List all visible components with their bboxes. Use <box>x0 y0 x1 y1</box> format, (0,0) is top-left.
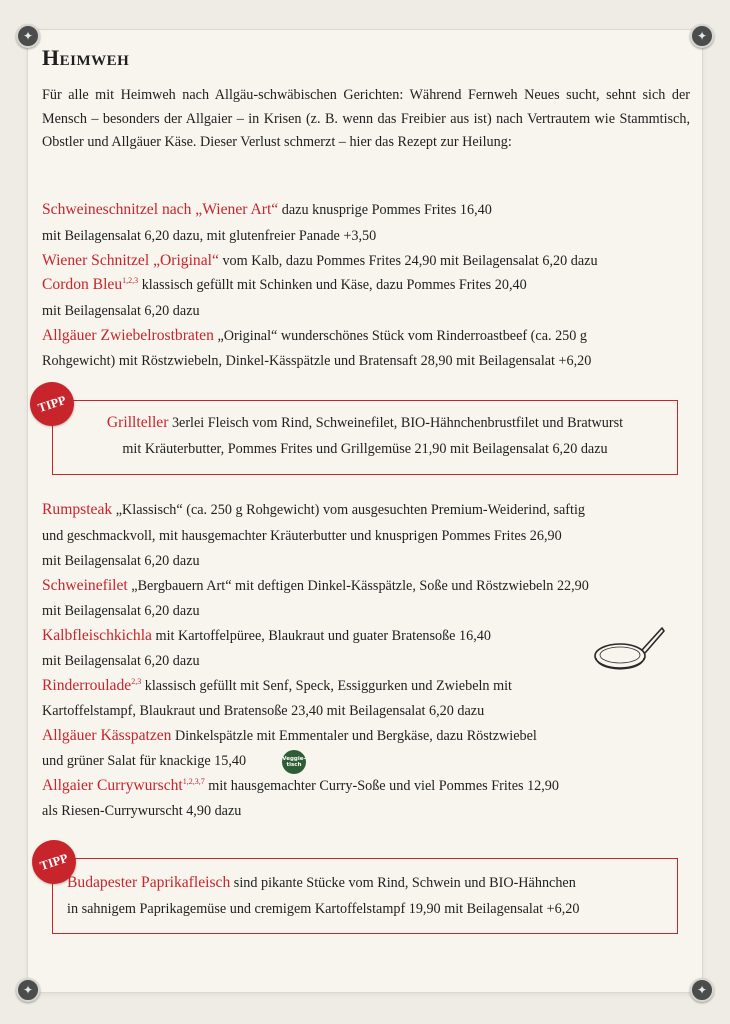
menu-item-detail: und grüner Salat für knackige 15,40 <box>42 753 247 769</box>
pin-icon: ✦ <box>690 978 714 1002</box>
tip-badge: TIPP <box>26 834 81 889</box>
dish-name: Cordon Bleu$^{1,2,3}$ <box>42 276 139 293</box>
menu-item-detail: mit Beilagensalat 6,20 dazu, mit glutenfreier Panade +3,50 <box>42 228 377 244</box>
dish-name: Allgaier Currywurscht$^{1,2,3,7}$ <box>42 777 205 794</box>
menu-item-rinderroulade: Rinderroulade$^{2,3}$ klassisch gefüllt mit Senf, Speck, Essiggurken und Zwiebeln mit <box>42 677 512 694</box>
menu-item-detail: mit Beilagensalat 6,20 dazu <box>42 653 200 669</box>
menu-item-detail: als Riesen-Currywurscht 4,90 dazu <box>42 803 242 819</box>
menu-item-zwiebelrostbraten: Allgäuer Zwiebelrostbraten „Original“ wunderschönes Stück vom Rinderroastbeef (ca. 250 g <box>42 327 588 344</box>
dish-name: Budapester Paprikafleisch <box>67 874 231 891</box>
tip-badge: TIPP <box>24 376 79 431</box>
frying-pan-icon <box>592 622 666 674</box>
dish-name: Rumpsteak <box>42 501 113 518</box>
dish-name: Allgäuer Kässpatzen <box>42 727 172 744</box>
tip-line: mit Kräuterbutter, Pommes Frites und Grillgemüse 21,90 mit Beilagensalat 6,20 dazu <box>122 441 608 457</box>
dish-name: Schweineschnitzel nach „Wiener Art“ <box>42 201 279 218</box>
menu-item-currywurscht: Allgaier Currywurscht$^{1,2,3,7}$ mit hausgemachter Curry-Soße und viel Pommes Frites 12,90 <box>42 777 559 794</box>
menu-item-detail: Kartoffelstampf, Blaukraut und Bratensoße 23,40 mit Beilagensalat 6,20 dazu <box>42 703 485 719</box>
dish-name: Rinderroulade$^{2,3}$ <box>42 677 142 694</box>
menu-item-detail: mit Beilagensalat 6,20 dazu <box>42 603 200 619</box>
pin-icon: ✦ <box>16 24 40 48</box>
tip-line: Budapester Paprikafleisch sind pikante Stücke vom Rind, Schwein und BIO-Hähnchen <box>67 874 576 891</box>
veggie-badge: Veggie-tisch <box>282 750 306 774</box>
intro-text: Für alle mit Heimweh nach Allgäu-schwäbischen Gerichten: Während Fernweh Neues sucht, sehnt sich der Mensch – besonders der Allgaier – in Krisen (z. B. wenn das Freibier aus ist) nach Vertrautem wie Stammtisch, Obstler und Allgäuer Käse. Dieser Verlust schmerzt – hier das Rezept zur Heilung: <box>42 87 690 150</box>
dish-name: Kalbfleischkichla <box>42 627 152 644</box>
tip-line: in sahnigem Paprikagemüse und cremigem Kartoffelstampf 19,90 mit Beilagensalat +6,20 <box>67 901 580 917</box>
tip-line: Grillteller 3erlei Fleisch vom Rind, Schweinefilet, BIO-Hähnchenbrustfilet und Bratwurst <box>106 414 624 431</box>
menu-item-schweinefilet: Schweinefilet „Bergbauern Art“ mit deftigen Dinkel-Kässpätzle, Soße und Röstzwiebeln 22,90 <box>42 577 589 594</box>
menu-item-rumpsteak: Rumpsteak „Klassisch“ (ca. 250 g Rohgewicht) vom ausgesuchten Premium-Weiderind, saftig <box>42 501 586 518</box>
menu-item-cordon-bleu: Cordon Bleu$^{1,2,3}$ klassisch gefüllt mit Schinken und Käse, dazu Pommes Frites 20,40 <box>42 276 527 293</box>
dish-name: Allgäuer Zwiebelrostbraten <box>42 327 214 344</box>
pin-icon: ✦ <box>690 24 714 48</box>
menu-item-detail: und geschmackvoll, mit hausgemachter Kräuterbutter und knusprigen Pommes Frites 26,90 <box>42 528 562 544</box>
tip-box-paprikafleisch <box>52 858 678 934</box>
dish-name: Wiener Schnitzel „Original“ <box>42 252 219 269</box>
dish-name: Grillteller <box>106 414 169 431</box>
menu-item-detail: mit Beilagensalat 6,20 dazu <box>42 553 200 569</box>
pin-icon: ✦ <box>16 978 40 1002</box>
menu-item-wiener-schnitzel: Wiener Schnitzel „Original“ vom Kalb, dazu Pommes Frites 24,90 mit Beilagensalat 6,20 dazu <box>42 252 598 269</box>
menu-item-kaesspatzen: Allgäuer Kässpatzen Dinkelspätzle mit Emmentaler und Bergkäse, dazu Röstzwiebel <box>42 727 537 744</box>
tip-box-grillteller <box>52 400 678 475</box>
menu-item-schweineschnitzel: Schweineschnitzel nach „Wiener Art“ dazu knusprige Pommes Frites 16,40 <box>42 201 492 218</box>
menu-item-detail: mit Beilagensalat 6,20 dazu <box>42 303 200 319</box>
menu-item-detail: Rohgewicht) mit Röstzwiebeln, Dinkel-Kässpätzle und Bratensaft 28,90 mit Beilagensalat +6,20 <box>42 353 592 369</box>
page-title: Heimweh <box>42 45 130 70</box>
menu-item-kalbfleischkichla: Kalbfleischkichla mit Kartoffelpüree, Blaukraut und guater Bratensoße 16,40 <box>42 627 491 644</box>
dish-name: Schweinefilet <box>42 577 128 594</box>
